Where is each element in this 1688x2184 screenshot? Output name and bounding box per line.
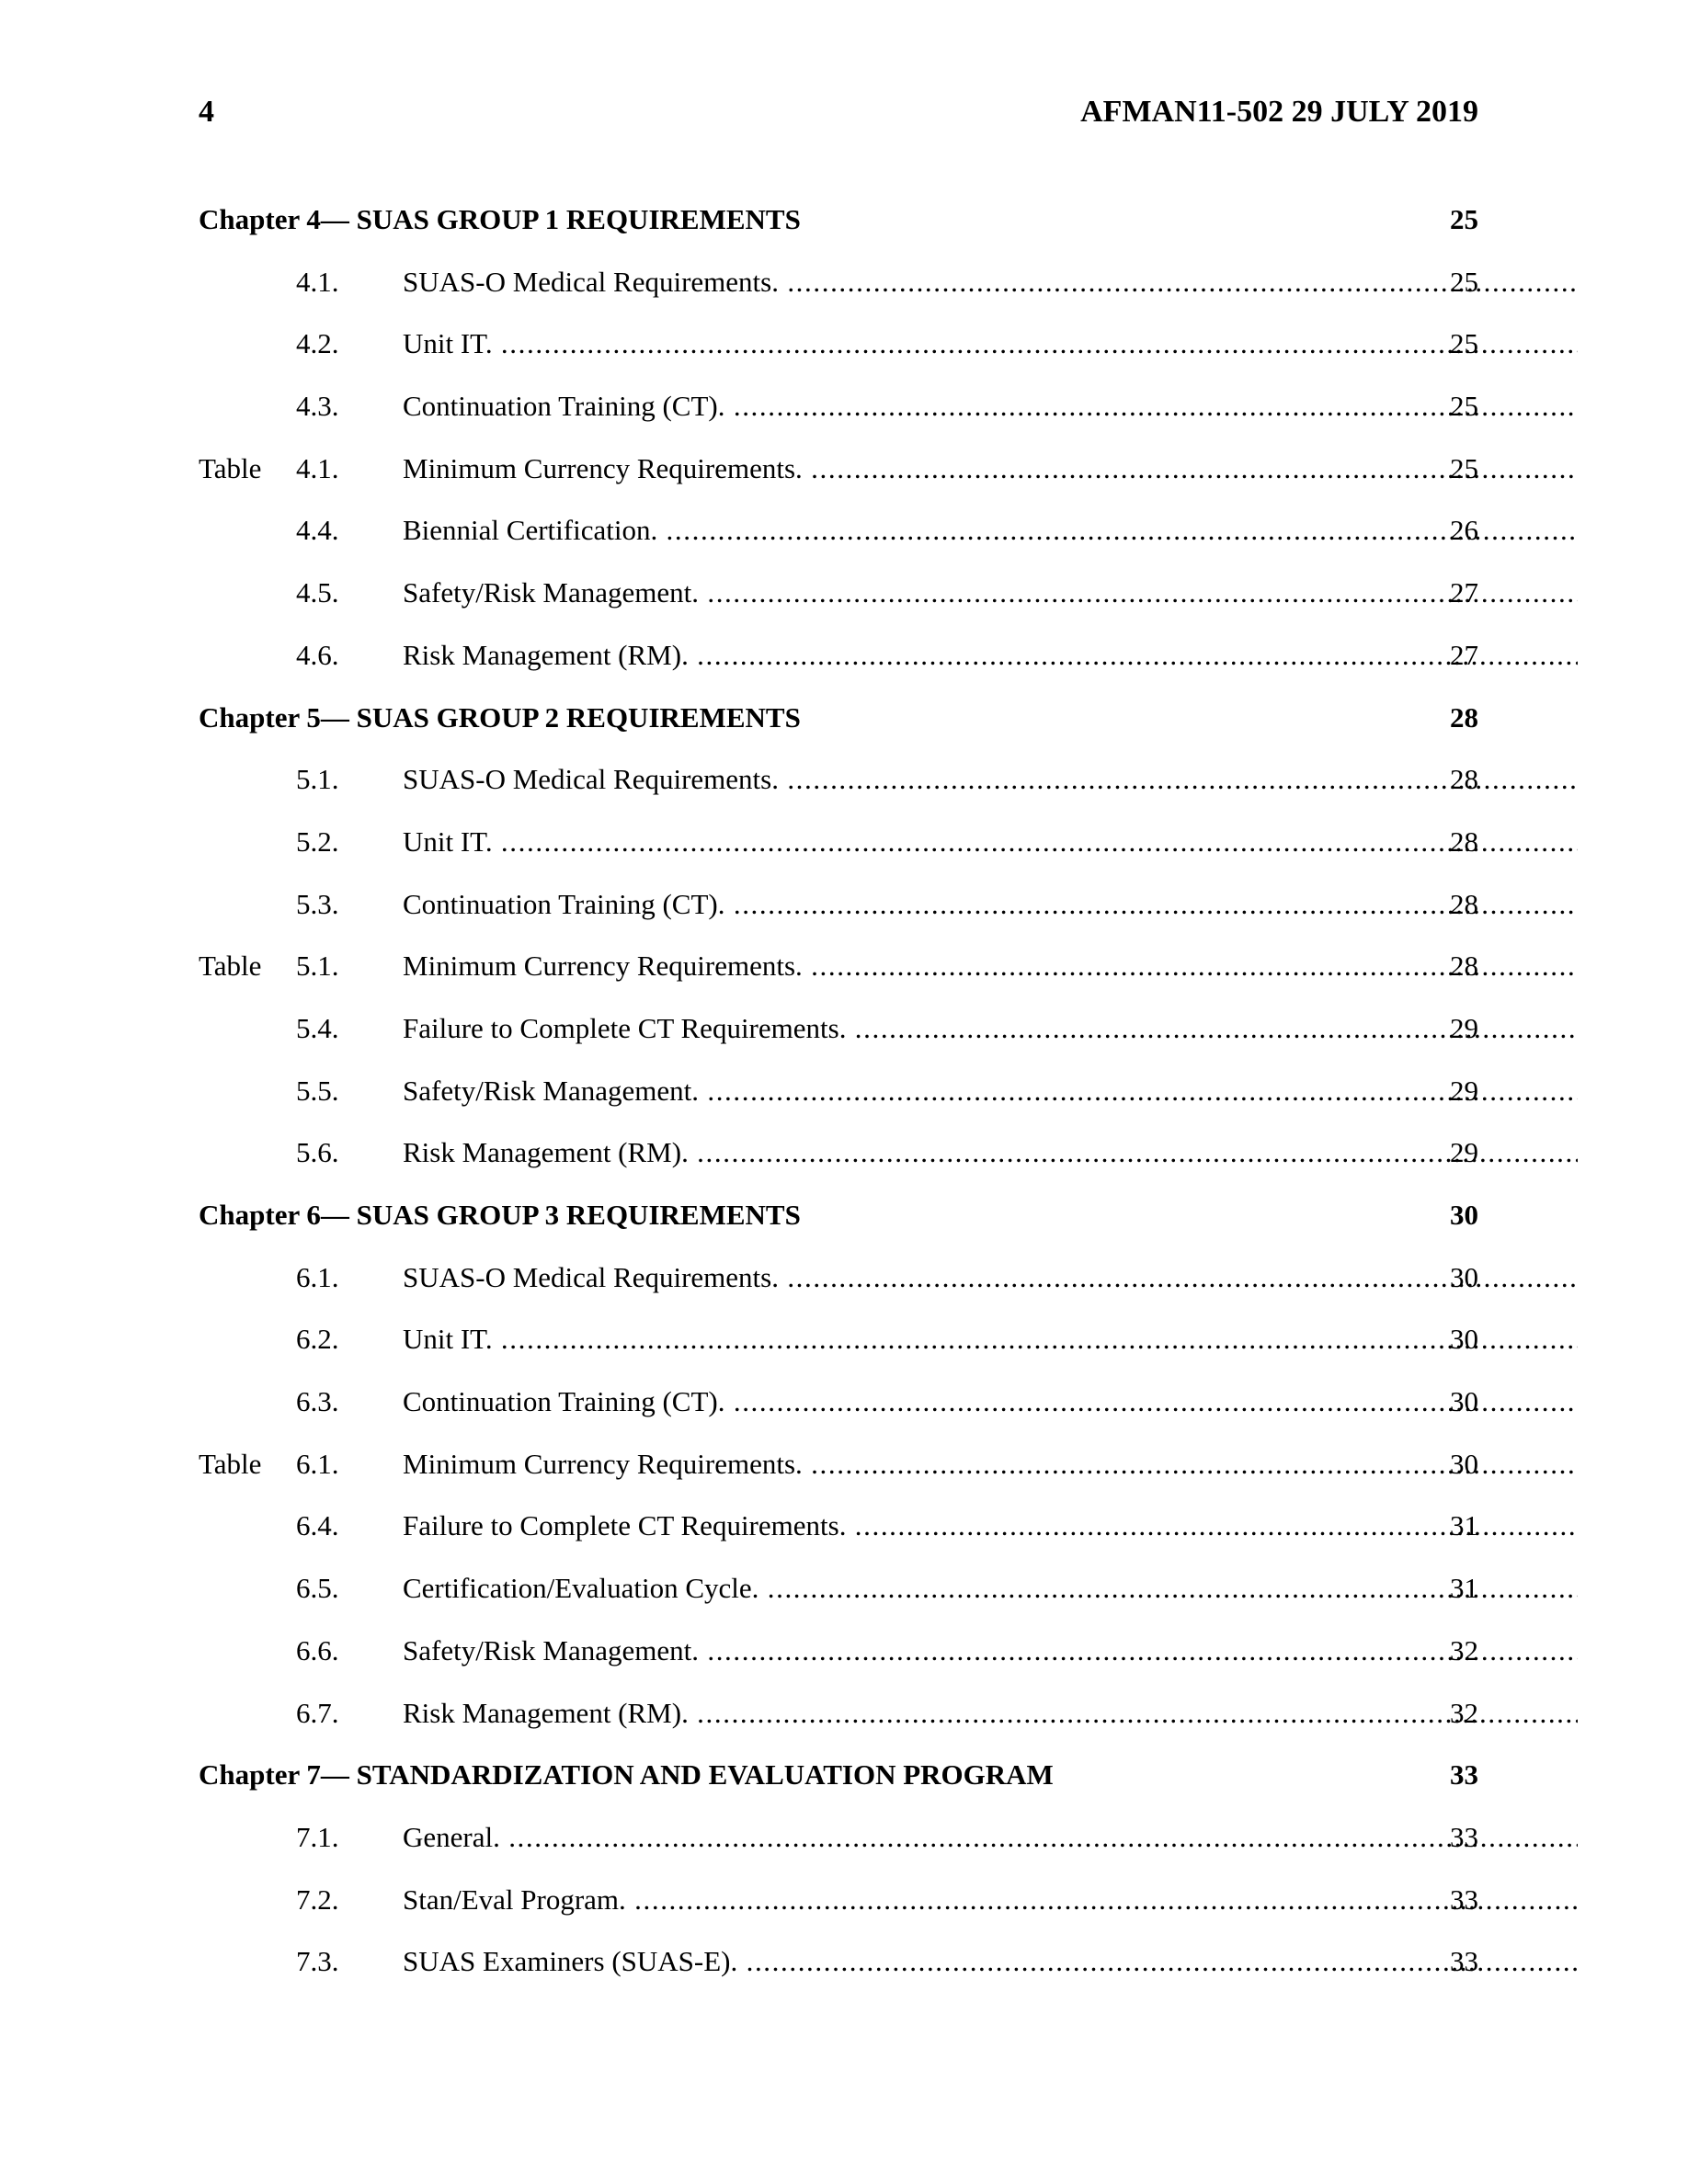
page-ref: 25 <box>1450 265 1478 298</box>
chapter-title: Chapter 4— SUAS GROUP 1 REQUIREMENTS <box>199 203 801 235</box>
page-ref: 33 <box>1450 1945 1478 1978</box>
toc-entry-row <box>199 1442 1478 1505</box>
entry-title: Minimum Currency Requirements. ..... <box>403 944 1578 988</box>
entry-title: SUAS-O Medical Requirements. ..... <box>403 757 1578 802</box>
entry-title: Continuation Training (CT). ..... <box>403 1380 1578 1424</box>
toc-chapter-row <box>199 1753 1478 1815</box>
page-header <box>199 95 1478 146</box>
toc-entry-row <box>199 1691 1478 1754</box>
entry-number: 6.3. <box>296 1385 339 1418</box>
entry-title: Safety/Risk Management. ..... <box>403 1629 1578 1673</box>
page-number: 4 <box>199 95 214 129</box>
entry-number: 5.5. <box>296 1074 339 1107</box>
entry-title: Unit IT. ..... <box>403 1317 1578 1361</box>
entry-title: Stan/Eval Program. ..... <box>403 1878 1578 1922</box>
entry-number: 6.5. <box>296 1572 339 1605</box>
entry-number: 7.3. <box>296 1945 339 1978</box>
page-ref: 32 <box>1450 1633 1478 1666</box>
page-ref: 29 <box>1450 1011 1478 1044</box>
entry-number: 4.1. <box>296 451 339 484</box>
page-ref: 28 <box>1450 887 1478 920</box>
entry-number: 4.2. <box>296 327 339 360</box>
entry-title: Risk Management (RM). ..... <box>403 1131 1578 1175</box>
page-ref: 25 <box>1450 327 1478 360</box>
entry-number: 6.7. <box>296 1696 339 1729</box>
toc-entry-row <box>199 447 1478 509</box>
page-ref: 27 <box>1450 638 1478 671</box>
page-ref: 30 <box>1450 1260 1478 1293</box>
page-ref: 30 <box>1450 1447 1478 1480</box>
entry-number: 6.1. <box>296 1447 339 1480</box>
entry-title: SUAS Examiners (SUAS-E). ..... <box>403 1939 1578 1984</box>
toc-entry-row <box>199 1815 1478 1878</box>
page-ref: 28 <box>1450 825 1478 858</box>
entry-title: Risk Management (RM). ..... <box>403 1691 1578 1735</box>
entry-title: Failure to Complete CT Requirements. ..... <box>403 1504 1578 1548</box>
toc-entry-row <box>199 820 1478 882</box>
page-ref: 30 <box>1450 1323 1478 1356</box>
entry-title: SUAS-O Medical Requirements. ..... <box>403 260 1578 304</box>
entry-number: 4.5. <box>296 576 339 609</box>
toc-entry-row <box>199 1380 1478 1442</box>
chapter-title: Chapter 6— SUAS GROUP 3 REQUIREMENTS <box>199 1199 801 1231</box>
toc-entry-row <box>199 633 1478 696</box>
entry-prefix: Table <box>199 1447 262 1480</box>
page-ref: 33 <box>1450 1820 1478 1853</box>
page-ref: 27 <box>1450 576 1478 609</box>
entry-title: Unit IT. ..... <box>403 820 1578 864</box>
page-ref: 28 <box>1450 700 1478 734</box>
entry-number: 5.4. <box>296 1011 339 1044</box>
entry-number: 6.1. <box>296 1260 339 1293</box>
toc-entry-row <box>199 882 1478 945</box>
toc-chapter-row <box>199 198 1478 260</box>
page-ref: 25 <box>1450 203 1478 235</box>
toc-entry-row <box>199 1629 1478 1691</box>
toc-entry-row <box>199 944 1478 1007</box>
table-of-contents <box>199 198 1478 2002</box>
entry-number: 7.1. <box>296 1820 339 1853</box>
entry-number: 4.1. <box>296 265 339 298</box>
entry-title: Minimum Currency Requirements. ..... <box>403 1442 1578 1486</box>
toc-entry-row <box>199 384 1478 447</box>
page-ref: 31 <box>1450 1572 1478 1605</box>
entry-number: 5.1. <box>296 763 339 796</box>
entry-title: Safety/Risk Management. ..... <box>403 1069 1578 1113</box>
toc-entry-row <box>199 757 1478 820</box>
toc-entry-row <box>199 1504 1478 1566</box>
toc-entry-row <box>199 571 1478 633</box>
entry-title: Risk Management (RM). ..... <box>403 633 1578 677</box>
toc-entry-row <box>199 1007 1478 1069</box>
toc-chapter-row <box>199 696 1478 758</box>
entry-title: Unit IT. ..... <box>403 322 1578 366</box>
page-ref: 28 <box>1450 950 1478 983</box>
page-ref: 25 <box>1450 451 1478 484</box>
entry-prefix: Table <box>199 950 262 983</box>
toc-entry-row <box>199 1069 1478 1132</box>
toc-entry-row <box>199 260 1478 323</box>
page-ref: 31 <box>1450 1509 1478 1542</box>
document-id: AFMAN11-502 29 JULY 2019 <box>1080 95 1478 129</box>
page-ref: 29 <box>1450 1136 1478 1169</box>
entry-number: 6.2. <box>296 1323 339 1356</box>
toc-entry-row <box>199 1256 1478 1318</box>
entry-title: General. ..... <box>403 1815 1578 1860</box>
entry-number: 4.3. <box>296 390 339 423</box>
entry-number: 4.4. <box>296 514 339 547</box>
entry-title: SUAS-O Medical Requirements. ..... <box>403 1256 1578 1300</box>
toc-entry-row <box>199 1566 1478 1629</box>
page-ref: 33 <box>1450 1883 1478 1916</box>
page-ref: 30 <box>1450 1385 1478 1418</box>
entry-number: 5.3. <box>296 887 339 920</box>
toc-entry-row <box>199 322 1478 384</box>
entry-number: 5.1. <box>296 950 339 983</box>
toc-entry-row <box>199 508 1478 571</box>
chapter-title: Chapter 7— STANDARDIZATION AND EVALUATION PROGRAM <box>199 1758 1054 1792</box>
page-ref: 33 <box>1450 1758 1478 1792</box>
entry-title: Continuation Training (CT). ..... <box>403 384 1578 428</box>
chapter-title: Chapter 5— SUAS GROUP 2 REQUIREMENTS <box>199 700 801 734</box>
entry-prefix: Table <box>199 451 262 484</box>
entry-number: 4.6. <box>296 638 339 671</box>
entry-title: Failure to Complete CT Requirements. ..... <box>403 1007 1578 1051</box>
entry-number: 7.2. <box>296 1883 339 1916</box>
entry-title: Certification/Evaluation Cycle. ..... <box>403 1566 1578 1610</box>
page-ref: 30 <box>1450 1199 1478 1231</box>
toc-entry-row <box>199 1317 1478 1380</box>
toc-entry-row <box>199 1131 1478 1193</box>
entry-number: 6.6. <box>296 1633 339 1666</box>
entry-title: Biennial Certification. ..... <box>403 508 1578 552</box>
page-ref: 32 <box>1450 1696 1478 1729</box>
toc-entry-row <box>199 1878 1478 1940</box>
toc-chapter-row <box>199 1193 1478 1256</box>
entry-title: Minimum Currency Requirements. ..... <box>403 447 1578 491</box>
page-ref: 29 <box>1450 1074 1478 1107</box>
page-ref: 26 <box>1450 514 1478 547</box>
page-ref: 28 <box>1450 763 1478 796</box>
entry-number: 5.2. <box>296 825 339 858</box>
entry-title: Safety/Risk Management. ..... <box>403 571 1578 615</box>
toc-entry-row <box>199 1939 1478 2002</box>
page-ref: 25 <box>1450 390 1478 423</box>
entry-number: 5.6. <box>296 1136 339 1169</box>
entry-number: 6.4. <box>296 1509 339 1542</box>
entry-title: Continuation Training (CT). ..... <box>403 882 1578 927</box>
